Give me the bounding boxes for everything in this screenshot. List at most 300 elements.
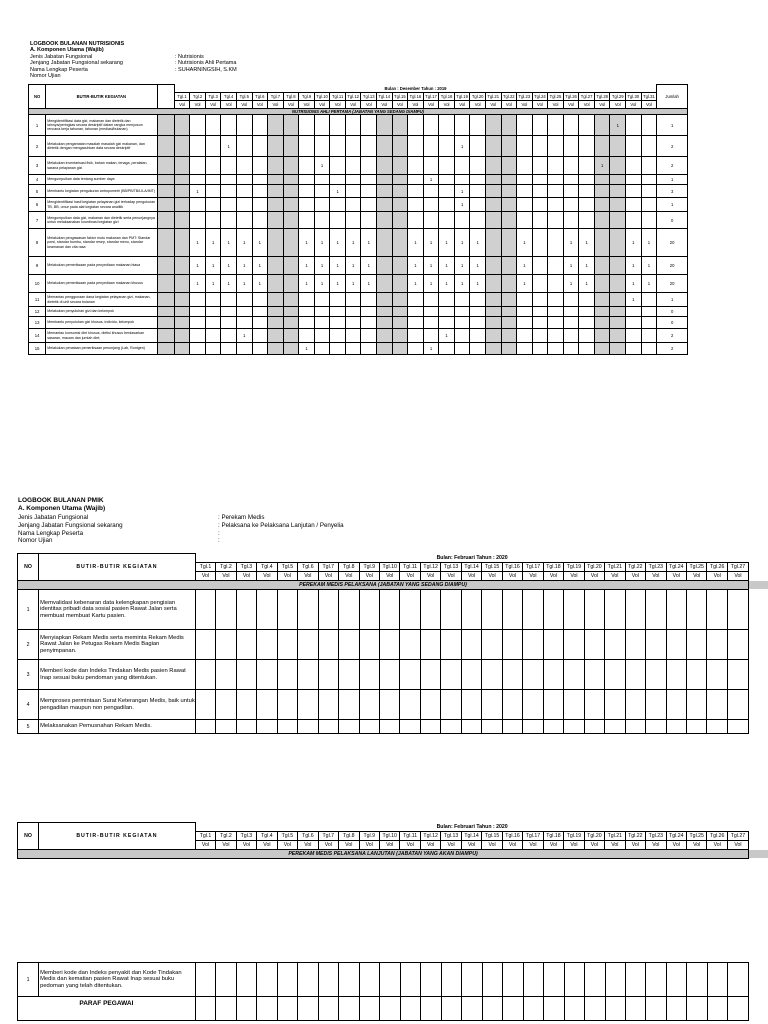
day-value-cell [728,963,749,997]
day-value-cell [314,136,330,157]
day-value-cell [626,212,642,229]
doc2-title: LOGBOOK BULANAN PMIK [18,497,104,504]
day-value-cell [563,157,579,175]
activity-row [18,690,749,720]
day-value-cell [299,175,315,185]
day-header: Tgl.24 [534,94,546,99]
activity-description: Melakukan penyuluhan gizi dan kelompok [46,307,157,317]
day-value-cell [532,136,548,157]
row-total: 1 [657,198,688,212]
day-value-cell [625,630,645,660]
row-total: 1 [657,115,688,136]
vol-header: Vol [625,841,645,850]
day-value-cell [441,660,461,690]
info-value: : Nutrisionis [175,54,204,60]
vol-header: Vol [257,572,277,581]
vol-header: Vol [345,101,361,109]
day-value-cell [641,212,657,229]
day-value-cell [563,185,579,198]
day-value-cell [626,157,642,175]
day-value-cell: 1 [314,275,330,293]
vol-header: Vol [257,841,277,850]
day-value-cell [641,115,657,136]
vol-header: Vol [625,572,645,581]
day-value-cell [408,329,424,343]
day-value-cell [400,963,420,997]
day-value-cell [377,212,393,229]
day-header: Tgl.27 [727,563,748,572]
activity-description: Memantau penggunaan dana kegiatan pelayanan gizi, makanan, dietetik di unit secara bulanan [46,293,157,307]
day-value-cell [268,175,284,185]
vol-header: Vol [423,101,439,109]
day-value-cell [564,630,584,660]
paraf-cell [626,997,646,1021]
info-row [18,521,344,530]
gap-cell [157,136,174,157]
day-header: Tgl.2 [190,93,206,101]
day-value-cell [392,307,408,317]
day-value-cell [420,720,440,734]
day-value-cell [345,293,361,307]
day-value-cell [501,307,517,317]
day-value-cell [482,963,502,997]
day-value-cell [216,630,236,660]
day-value-cell [579,185,595,198]
info-value: : Pelaksana ke Pelaksana Lanjutan / Penyelia [218,521,344,529]
row-total: 1 [657,293,688,307]
day-value-cell [205,136,221,157]
day-header: Tgl.1 [195,832,215,841]
day-value-cell [470,115,486,136]
day-value-cell [727,590,748,630]
day-header: Tgl.28 [596,94,608,99]
day-value-cell [392,157,408,175]
vol-header: Vol [205,101,221,109]
day-value-cell [400,720,420,734]
day-value-cell [299,293,315,307]
day-value-cell [339,690,359,720]
day-value-cell [454,293,470,307]
day-value-cell [517,293,533,307]
row-total: 20 [657,229,688,257]
day-value-cell [646,963,666,997]
day-header: Tgl.12 [420,563,440,572]
col-no-header: NO [18,823,39,850]
day-value-cell [563,212,579,229]
day-value-cell: 1 [579,257,595,275]
day-value-cell [283,185,299,198]
day-header: Tgl.24 [666,832,686,841]
day-header: Tgl.16 [502,563,522,572]
gap-cell [157,343,174,355]
day-value-cell [252,307,268,317]
paraf-cell [503,997,523,1021]
row-number: 15 [29,343,46,355]
vol-header: Vol [523,572,543,581]
day-value-cell: 1 [314,257,330,275]
day-value-cell: 1 [641,275,657,293]
day-value-cell [626,185,642,198]
vol-header: Vol [236,101,252,109]
day-value-cell [485,185,501,198]
day-value-cell [252,198,268,212]
day-header: Tgl.22 [502,94,515,99]
day-value-cell [563,329,579,343]
day-value-cell [359,590,379,630]
day-value-cell [330,212,346,229]
day-value-cell [594,329,610,343]
day-value-cell [666,963,686,997]
paraf-cell [462,997,482,1021]
day-value-cell [377,329,393,343]
day-value-cell [579,212,595,229]
day-value-cell [563,343,579,355]
info-row [18,529,220,538]
row-number: 3 [18,660,39,690]
day-header: Tgl.18 [543,563,563,572]
day-value-cell [563,136,579,157]
vol-header: Vol [707,841,727,850]
day-value-cell [548,329,564,343]
vol-header: Vol [379,841,399,850]
day-value-cell [610,229,626,257]
gap-cell [157,329,174,343]
day-value-cell [594,115,610,136]
day-header: Tgl.6 [298,563,318,572]
day-value-cell [268,136,284,157]
day-value-cell [283,257,299,275]
day-value-cell [485,317,501,329]
day-value-cell [408,175,424,185]
day-header: Tgl.6 [298,832,318,841]
day-value-cell [470,175,486,185]
row-number: 1 [18,590,39,630]
day-header: Tgl.5 [277,563,297,572]
activity-row [29,275,688,293]
day-value-cell: 1 [454,257,470,275]
gap-cell [157,212,174,229]
paraf-cell [646,997,666,1021]
day-value-cell: 1 [439,275,455,293]
day-value-cell [584,590,604,630]
day-value-cell: 1 [314,157,330,175]
day-value-cell [205,185,221,198]
row-number: 11 [29,293,46,307]
day-value-cell [439,136,455,157]
day-value-cell [501,185,517,198]
day-value-cell [377,136,393,157]
day-value-cell [727,720,748,734]
day-header: Tgl.17 [523,563,543,572]
day-value-cell [501,136,517,157]
day-value-cell [400,630,420,660]
day-value-cell: 1 [252,275,268,293]
day-value-cell [641,157,657,175]
day-value-cell [221,157,237,175]
day-value-cell [314,329,330,343]
day-value-cell [236,115,252,136]
day-value-cell [361,307,377,317]
day-value-cell [392,175,408,185]
day-value-cell [252,343,268,355]
vol-header: Vol [610,101,626,109]
day-value-cell [564,963,584,997]
day-value-cell [408,115,424,136]
day-value-cell [314,307,330,317]
activity-description: Melakukan pemeriksaan pada penyediaan makanan biasa [46,257,157,275]
activity-description: Memvalidasi kebenaran data kelengkapan pengisian identitas pribadi data sosial pasien Rawat Jalan serta membuat membuat Kartu pasien. [39,590,196,630]
day-value-cell [345,175,361,185]
day-value-cell [318,690,338,720]
doc1-section: A. Komponen Utama (Wajib) [30,47,104,53]
day-value-cell [379,720,399,734]
day-header: Tgl.20 [471,94,484,99]
day-value-cell [646,690,666,720]
day-value-cell [252,175,268,185]
vol-header: Vol [461,841,481,850]
gap-cell [157,275,174,293]
day-value-cell [548,157,564,175]
row-total: 2 [657,157,688,175]
day-value-cell [548,275,564,293]
day-value-cell [205,317,221,329]
vol-header: Vol [594,101,610,109]
jabatan-subheader: PEREKAM MEDIS PELAKSANA LANJUTAN (JABATAN YANG AKAN DIAMPU) [18,850,749,859]
vol-header: Vol [707,572,727,581]
day-value-cell: 1 [221,275,237,293]
day-value-cell [707,690,727,720]
day-value-cell [318,630,338,660]
day-value-cell [205,115,221,136]
day-value-cell: 1 [408,257,424,275]
day-value-cell: 1 [190,257,206,275]
day-value-cell [532,229,548,257]
day-value-cell [610,212,626,229]
day-value-cell [523,590,543,630]
day-value-cell [641,317,657,329]
day-value-cell [236,590,256,630]
day-value-cell [584,720,604,734]
col-butir-header: BUTIR-BUTIR KEGIATAN [39,554,196,581]
day-header: Tgl.3 [236,832,256,841]
day-value-cell [594,212,610,229]
gap-cell [157,257,174,275]
day-value-cell [236,157,252,175]
day-header: Tgl.4 [221,93,237,101]
day-header: Tgl.25 [549,94,562,99]
vol-header: Vol [277,572,297,581]
day-value-cell [423,136,439,157]
row-number: 1 [18,963,39,997]
day-value-cell [283,293,299,307]
row-total: 2 [657,329,688,343]
day-value-cell [517,317,533,329]
vol-header: Vol [252,101,268,109]
day-value-cell [501,115,517,136]
activity-row [29,175,688,185]
row-number: 6 [29,198,46,212]
day-header: Tgl.13 [441,563,461,572]
day-value-cell [361,198,377,212]
day-value-cell [594,198,610,212]
vol-header: Vol [439,101,455,109]
day-value-cell [485,307,501,317]
day-value-cell [610,307,626,317]
day-header: Tgl.23 [518,94,531,99]
day-value-cell: 1 [454,185,470,198]
day-value-cell: 1 [190,275,206,293]
day-value-cell [485,175,501,185]
doc1-info [30,54,237,80]
vol-header: Vol [501,101,517,109]
day-value-cell [174,157,190,175]
day-value-cell [666,590,686,630]
day-value-cell [610,185,626,198]
day-value-cell [641,136,657,157]
day-value-cell [359,720,379,734]
day-value-cell [502,720,522,734]
col-butir-header: BUTIR-BUTIR KEGIATAN [39,823,196,850]
day-value-cell [548,175,564,185]
day-header: Tgl.27 [727,832,748,841]
day-header: Tgl.16 [409,94,422,99]
day-value-cell [236,185,252,198]
paraf-cell [339,997,359,1021]
day-value-cell [727,690,748,720]
day-value-cell [299,136,315,157]
day-value-cell [641,185,657,198]
row-total: 2 [657,343,688,355]
day-value-cell: 1 [408,275,424,293]
day-value-cell [361,293,377,307]
vol-header: Vol [584,572,604,581]
day-value-cell: 1 [221,257,237,275]
day-value-cell: 1 [330,185,346,198]
row-number: 4 [18,690,39,720]
day-value-cell [268,115,284,136]
day-value-cell [485,229,501,257]
day-value-cell [594,293,610,307]
day-value-cell [687,963,707,997]
day-value-cell [454,307,470,317]
day-header: Tgl.11 [330,93,346,101]
day-value-cell [482,660,502,690]
day-value-cell: 1 [470,275,486,293]
day-value-cell [563,307,579,317]
day-value-cell [485,115,501,136]
day-value-cell [314,212,330,229]
vol-header: Vol [299,101,315,109]
day-value-cell [666,660,686,690]
vol-header: Vol [221,101,237,109]
day-header: Tgl.4 [257,832,277,841]
day-value-cell [666,630,686,660]
day-value-cell [517,136,533,157]
info-value: : Nutrisionis Ahli Pertama [175,60,237,67]
row-total: 0 [657,212,688,229]
row-total: 20 [657,275,688,293]
day-value-cell: 1 [610,115,626,136]
day-value-cell [330,329,346,343]
activity-row [29,317,688,329]
day-header: Tgl.13 [362,94,375,99]
day-value-cell [216,660,236,690]
day-value-cell [377,185,393,198]
activity-description: Melakukan pengawasan faktor mutu makanan dan PMT: Standar porsi, standar bumbu, standar resep, standar menu, standar keamanan dan cita rasa [46,229,157,257]
day-value-cell [485,257,501,275]
day-value-cell [605,590,625,630]
info-label: Nomor Ujian [30,73,61,80]
day-value-cell [299,157,315,175]
day-value-cell [625,690,645,720]
day-value-cell [257,660,277,690]
day-value-cell [532,317,548,329]
doc2-info [18,514,344,545]
info-label: Nama Lengkap Peserta [18,529,84,537]
day-value-cell [470,185,486,198]
day-value-cell [626,343,642,355]
day-value-cell [423,212,439,229]
day-value-cell [379,590,399,630]
day-value-cell [543,660,563,690]
info-value: : SUHARNINGSIH, S.KM [175,66,237,73]
day-value-cell [408,157,424,175]
month-year-header: Bulan: Februari Tahun : 2020 [195,823,748,832]
day-value-cell: 1 [330,275,346,293]
day-value-cell [485,329,501,343]
vol-header: Vol [359,572,379,581]
day-value-cell: 1 [423,343,439,355]
info-label: Nomor Ujian [18,537,53,545]
day-header: Tgl.12 [420,832,440,841]
day-value-cell [626,963,646,997]
day-value-cell [517,175,533,185]
day-value-cell [205,157,221,175]
day-value-cell: 1 [563,229,579,257]
vol-header: Vol [216,572,236,581]
day-value-cell: 1 [626,275,642,293]
vol-header: Vol [461,572,481,581]
paraf-cell [380,997,400,1021]
day-value-cell [408,198,424,212]
day-value-cell: 1 [205,275,221,293]
day-value-cell [439,175,455,185]
day-value-cell: 1 [330,257,346,275]
day-value-cell [517,185,533,198]
activity-row [18,720,749,734]
gap-cell [157,185,174,198]
day-value-cell [585,963,605,997]
jabatan-subheader: NUTRISIONIS AHLI PERTAMA (JABATAN YANG SEDANG DIAMPU) [29,109,688,115]
day-value-cell [408,343,424,355]
paraf-cell [359,997,379,1021]
day-value-cell [502,660,522,690]
day-value-cell [564,660,584,690]
day-value-cell: 1 [517,257,533,275]
day-value-cell [605,690,625,720]
day-value-cell [470,293,486,307]
day-value-cell: 1 [361,257,377,275]
day-value-cell [408,212,424,229]
day-header: Tgl.7 [318,832,338,841]
vol-header: Vol [532,101,548,109]
gap-cell [157,307,174,317]
day-value-cell: 1 [579,229,595,257]
day-value-cell [392,185,408,198]
vol-header: Vol [727,841,748,850]
day-value-cell [190,198,206,212]
day-value-cell [174,115,190,136]
